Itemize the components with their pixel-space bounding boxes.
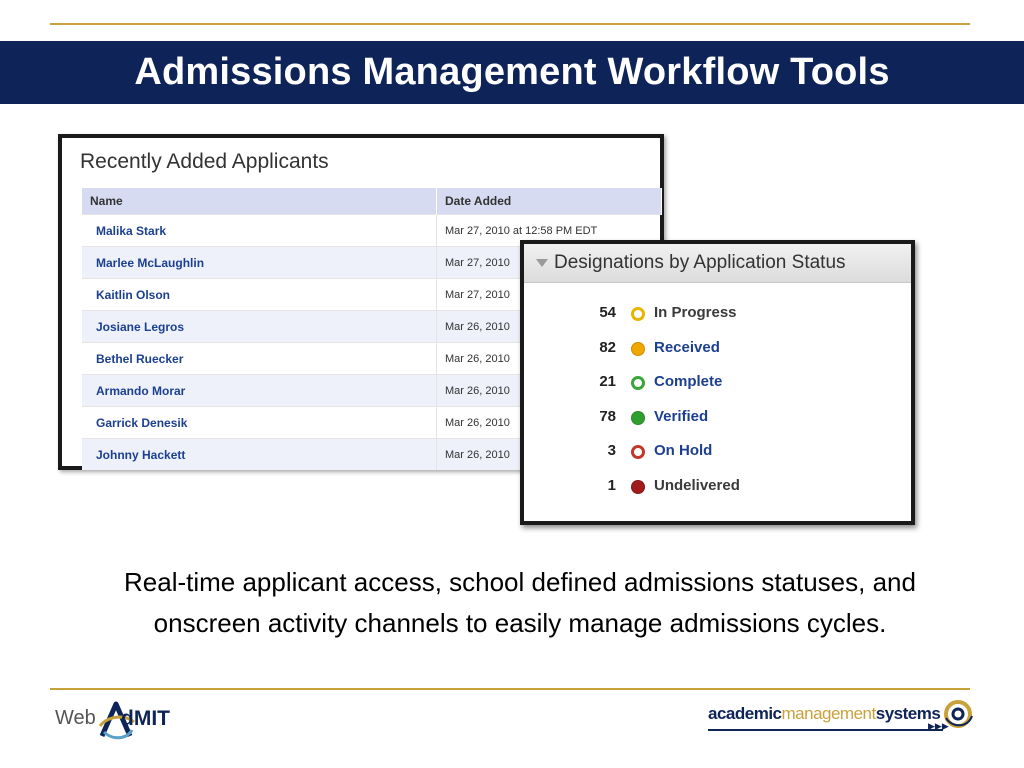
status-row — [524, 333, 911, 368]
status-row — [524, 367, 911, 402]
status-list — [524, 298, 911, 505]
status-count: 1 — [607, 476, 616, 494]
collapse-caret-icon[interactable] — [536, 259, 548, 267]
status-count: 54 — [599, 304, 616, 321]
table-header-row — [82, 188, 662, 215]
status-label-link[interactable]: Complete — [654, 373, 723, 390]
applicant-date-added: Mar 27, 2010 — [437, 279, 662, 311]
bottom-gold-rule — [50, 688, 970, 690]
title-bar — [0, 41, 1024, 104]
ams-logo-academic: academic — [708, 704, 782, 723]
top-gold-rule — [50, 23, 970, 25]
slide-title: Admissions Management Workflow Tools — [134, 51, 890, 93]
ams-swirl-icon — [942, 698, 974, 730]
webadmit-logo-admit-text: dMIT — [121, 707, 170, 730]
status-count: 21 — [599, 373, 616, 390]
ams-logo-underline — [708, 729, 943, 731]
status-row — [524, 402, 911, 437]
webadmit-logo-web-text: Web — [55, 707, 96, 729]
ams-arrows-icon: ▶▶▶ — [928, 721, 949, 731]
applicant-date-added: Mar 26, 2010 — [437, 343, 662, 375]
applicant-name-link[interactable]: Kaitlin Olson — [82, 279, 437, 311]
webadmit-logo — [55, 696, 185, 744]
status-count: 78 — [599, 407, 616, 425]
applicant-name-link[interactable]: Armando Morar — [82, 375, 437, 407]
status-label-link[interactable]: On Hold — [654, 442, 713, 459]
designations-panel — [520, 240, 915, 525]
filled-dot-icon — [631, 342, 645, 356]
ams-logo-systems: systems — [875, 704, 941, 723]
status-label-link[interactable]: Received — [654, 338, 720, 356]
column-header-date-added[interactable]: Date Added — [437, 188, 662, 215]
recent-applicants-title: Recently Added Applicants — [80, 150, 329, 173]
applicant-date-added: Mar 26, 2010 — [437, 407, 662, 439]
applicant-name-link[interactable]: Josiane Legros — [82, 311, 437, 343]
applicant-name-link[interactable]: Bethel Ruecker — [82, 343, 437, 375]
designations-title: Designations by Application Status — [554, 252, 846, 273]
status-label-link[interactable]: Verified — [654, 407, 709, 425]
column-header-name[interactable]: Name — [82, 188, 437, 215]
applicant-name-link[interactable]: Garrick Denesik — [82, 407, 437, 439]
filled-dot-icon — [631, 411, 645, 425]
applicant-date-added: Mar 27, 2010 at 12:58 PM EDT — [437, 215, 662, 247]
ring-dot-icon — [631, 307, 645, 321]
status-row — [524, 471, 911, 506]
applicant-date-added: Mar 26, 2010 — [437, 311, 662, 343]
applicant-date-added: Mar 27, 2010 — [437, 247, 662, 279]
filled-dot-icon — [631, 480, 645, 494]
applicant-name-link[interactable]: Malika Stark — [82, 215, 437, 247]
slide-body-text: Real-time applicant access, school defined admissions statuses, and onscreen activity channels to easily manage admissions cycles. — [124, 567, 916, 638]
status-row — [524, 436, 911, 471]
applicant-date-added: Mar 26, 2010 — [437, 439, 662, 471]
status-label-link: Undelivered — [654, 476, 740, 494]
ring-dot-icon — [631, 376, 645, 390]
ams-logo-management: management — [781, 704, 876, 723]
ams-logo — [708, 696, 973, 736]
status-count: 3 — [607, 442, 616, 459]
status-row — [524, 298, 911, 333]
status-label-link: In Progress — [654, 304, 737, 321]
applicant-name-link[interactable]: Johnny Hackett — [82, 439, 437, 471]
status-count: 82 — [599, 338, 616, 356]
ring-dot-icon — [631, 445, 645, 459]
designations-header[interactable] — [524, 244, 911, 283]
applicant-date-added: Mar 26, 2010 — [437, 375, 662, 407]
applicant-name-link[interactable]: Marlee McLaughlin — [82, 247, 437, 279]
ams-logo-text — [708, 704, 940, 724]
